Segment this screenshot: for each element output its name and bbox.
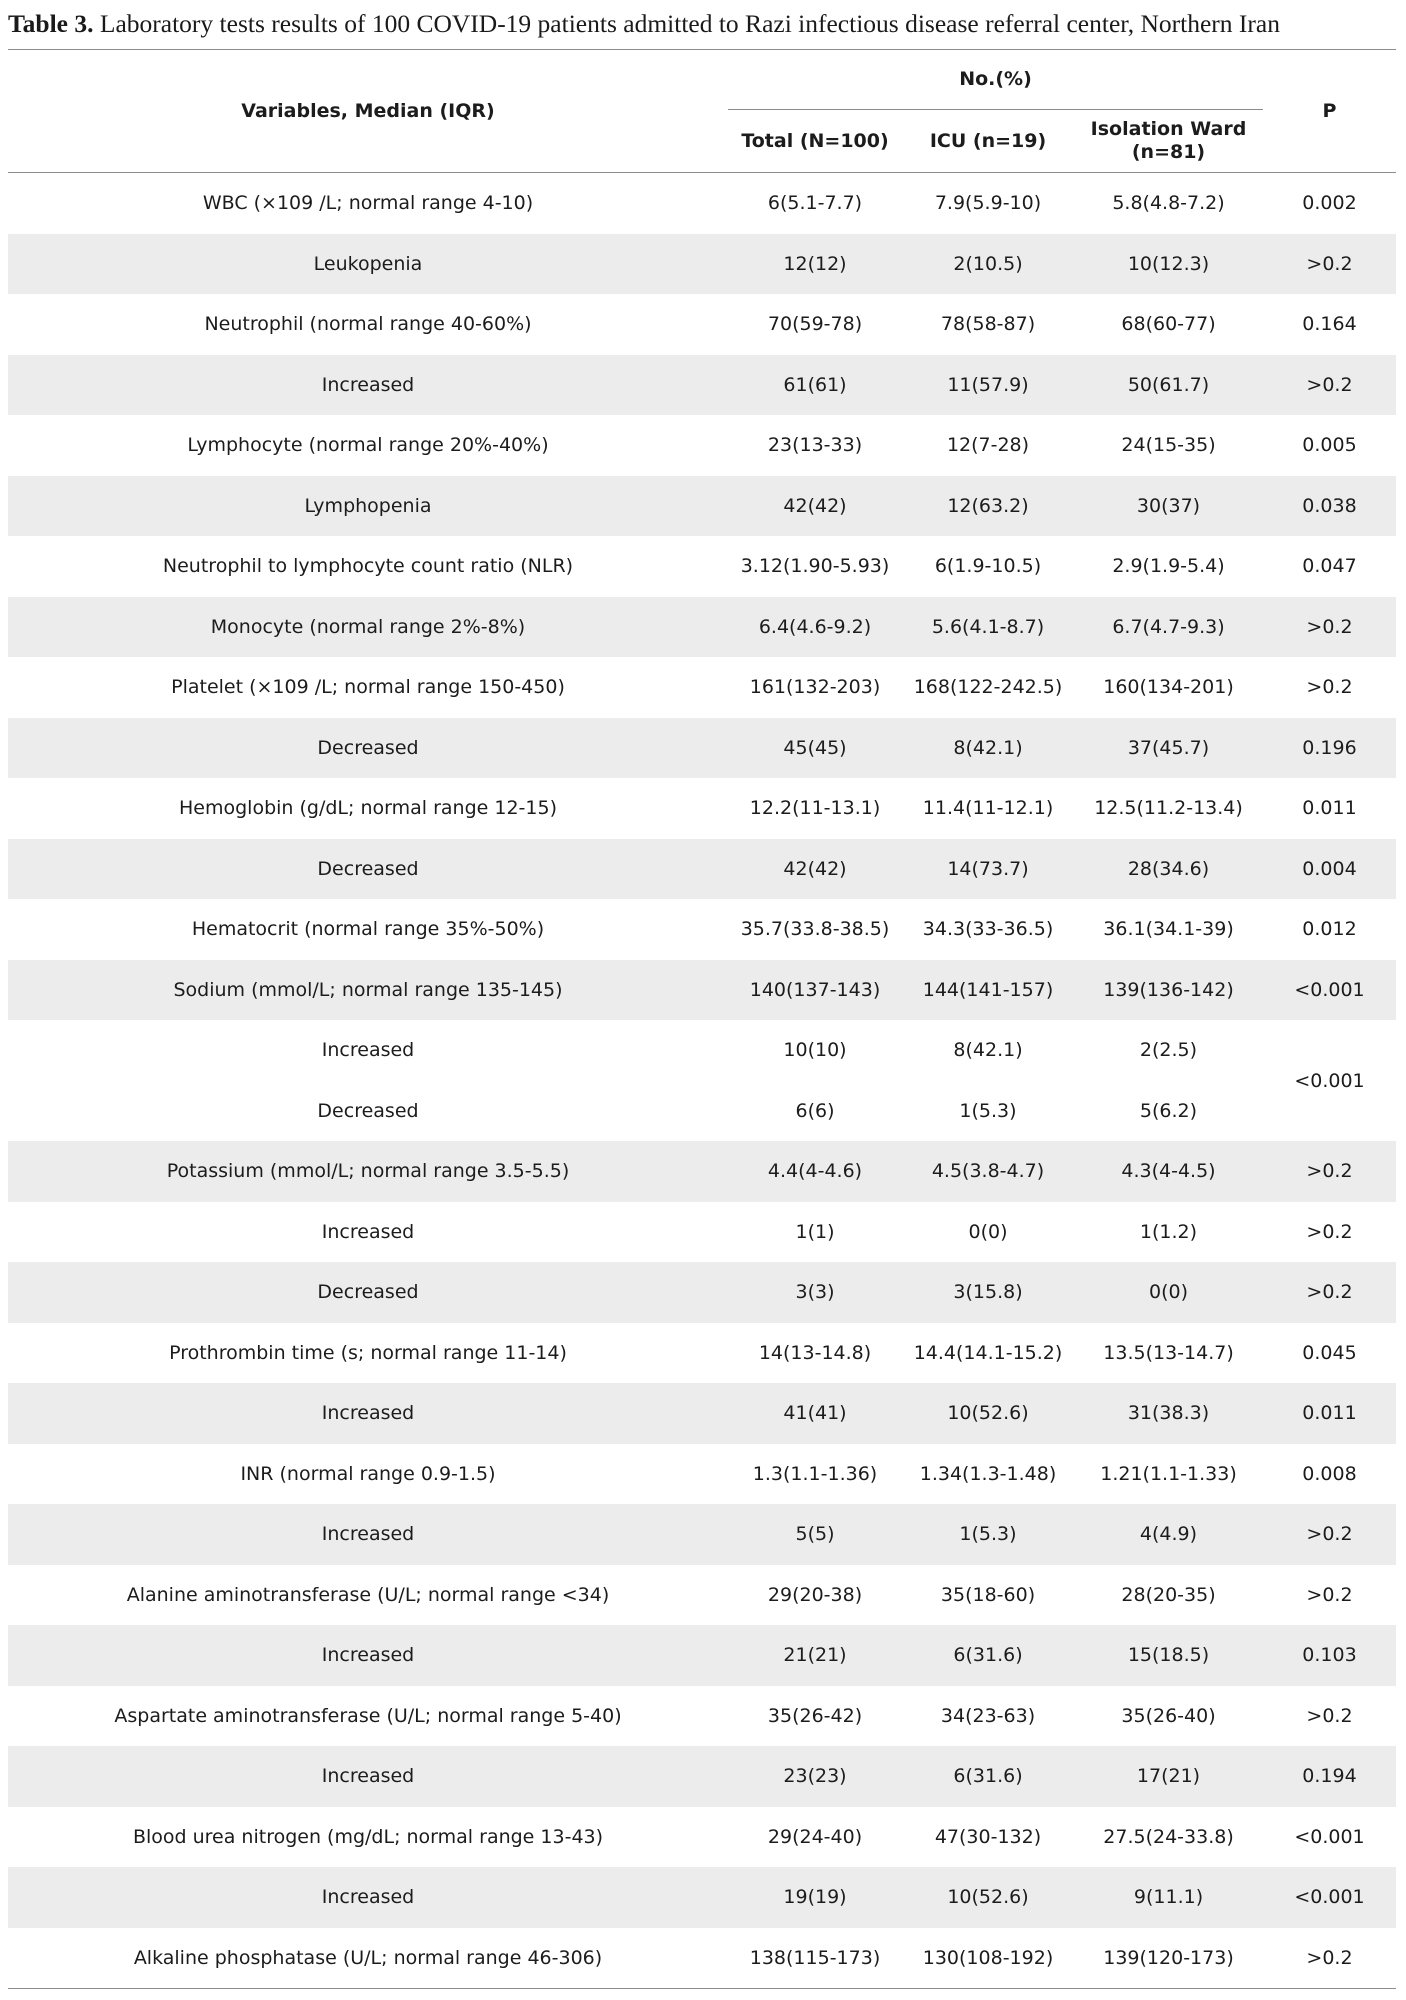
table-row [8, 1081, 1263, 1142]
cell-icu: 7.9(5.9-10) [934, 192, 1042, 215]
cell-isolation: 9(11.1) [1133, 1886, 1204, 1909]
cell-icu: 168(122-242.5) [913, 676, 1063, 699]
lab-results-table [8, 49, 1396, 1989]
cell-total: 6(6) [795, 1099, 835, 1122]
cell-total: 41(41) [783, 1402, 847, 1425]
cell-isolation: 0(0) [1148, 1281, 1188, 1304]
table-row [8, 415, 1396, 476]
header-icu: ICU (n=19) [929, 129, 1047, 152]
table-row [8, 839, 1396, 900]
cell-icu: 144(141-157) [922, 978, 1054, 1001]
cell-total: 61(61) [783, 373, 847, 396]
cell-variable: Lymphopenia [304, 494, 432, 517]
table-row [8, 536, 1396, 597]
cell-p: >0.2 [1306, 1220, 1353, 1243]
table-row [8, 1262, 1396, 1323]
header-variables: Variables, Median (IQR) [241, 99, 495, 122]
cell-variable: Prothrombin time (s; normal range 11-14) [169, 1341, 567, 1364]
cell-total: 3.12(1.90-5.93) [740, 555, 890, 578]
cell-variable: Alkaline phosphatase (U/L; normal range 46-306) [133, 1946, 603, 1969]
cell-isolation: 37(45.7) [1127, 736, 1210, 759]
table-row [8, 1202, 1396, 1263]
header-group-no-percent: No.(%) [959, 67, 1032, 90]
cell-icu: 47(30-132) [934, 1825, 1042, 1848]
cell-isolation: 139(136-142) [1103, 978, 1234, 1001]
cell-p: 0.103 [1302, 1644, 1357, 1667]
cell-isolation: 30(37) [1136, 494, 1201, 517]
cell-icu: 8(42.1) [953, 736, 1023, 759]
cell-total: 23(13-33) [767, 434, 863, 457]
cell-p: >0.2 [1306, 373, 1353, 396]
header-p-value: P [1322, 99, 1337, 122]
table-row [8, 294, 1396, 355]
cell-icu: 6(31.6) [953, 1644, 1023, 1667]
cell-isolation: 15(18.5) [1127, 1644, 1210, 1667]
cell-total: 140(137-143) [749, 978, 881, 1001]
cell-variable: Hemoglobin (g/dL; normal range 12-15) [179, 797, 557, 820]
cell-icu: 1.34(1.3-1.48) [919, 1462, 1057, 1485]
cell-isolation: 68(60-77) [1121, 313, 1216, 336]
cell-icu: 14(73.7) [947, 857, 1029, 880]
cell-p: 0.196 [1302, 736, 1357, 759]
table-row [8, 1141, 1396, 1202]
cell-total: 138(115-173) [749, 1946, 881, 1969]
cell-total: 29(20-38) [767, 1583, 863, 1606]
cell-isolation: 36.1(34.1-39) [1103, 918, 1234, 941]
cell-icu: 0(0) [968, 1220, 1008, 1243]
cell-variable: Neutrophil (normal range 40-60%) [204, 313, 532, 336]
cell-variable: Increased [321, 1886, 415, 1909]
cell-total: 35(26-42) [767, 1704, 863, 1727]
cell-variable: Leukopenia [313, 252, 423, 275]
table-row [8, 1323, 1396, 1384]
cell-p: >0.2 [1306, 1523, 1353, 1546]
cell-variable: Decreased [317, 736, 419, 759]
table-row [8, 899, 1396, 960]
cell-total: 45(45) [783, 736, 847, 759]
table-caption [8, 4, 1398, 44]
cell-variable: Increased [321, 1402, 415, 1425]
table-row [8, 960, 1396, 1021]
cell-icu: 2(10.5) [953, 252, 1023, 275]
cell-isolation: 13.5(13-14.7) [1103, 1341, 1234, 1364]
cell-p: >0.2 [1306, 1160, 1353, 1183]
table-row-group-sodium [8, 1020, 1396, 1141]
cell-variable: Increased [321, 1220, 415, 1243]
cell-p: 0.011 [1302, 797, 1357, 820]
cell-icu: 34(23-63) [940, 1704, 1036, 1727]
cell-icu: 3(15.8) [953, 1281, 1023, 1304]
cell-icu: 6(31.6) [953, 1765, 1023, 1788]
cell-icu: 12(63.2) [947, 494, 1029, 517]
cell-icu: 11.4(11-12.1) [922, 797, 1054, 820]
table-row [8, 1625, 1396, 1686]
cell-variable: Aspartate aminotransferase (U/L; normal range 5-40) [114, 1704, 622, 1727]
cell-p: >0.2 [1306, 676, 1353, 699]
cell-total: 14(13-14.8) [758, 1341, 872, 1364]
cell-total: 1(1) [795, 1220, 835, 1243]
cell-total: 70(59-78) [767, 313, 863, 336]
cell-p: 0.004 [1302, 857, 1357, 880]
cell-p: 0.194 [1302, 1765, 1357, 1788]
table-row [8, 597, 1396, 658]
cell-icu: 1(5.3) [959, 1523, 1017, 1546]
cell-isolation: 12.5(11.2-13.4) [1094, 797, 1243, 820]
cell-p: >0.2 [1306, 252, 1353, 275]
cell-variable: Increased [321, 1523, 415, 1546]
cell-variable: Platelet (×109 /L; normal range 150-450) [171, 676, 565, 699]
cell-isolation: 1(1.2) [1139, 1220, 1198, 1243]
cell-total: 12(12) [783, 252, 847, 275]
cell-icu: 10(52.6) [947, 1402, 1029, 1425]
cell-variable: Decreased [317, 1099, 419, 1122]
cell-total: 42(42) [783, 494, 847, 517]
cell-p: <0.001 [1294, 1886, 1365, 1909]
cell-variable: Increased [321, 1644, 415, 1667]
table-row [8, 1444, 1396, 1505]
cell-icu: 11(57.9) [947, 373, 1029, 396]
table-row [8, 1686, 1396, 1747]
header-total: Total (N=100) [741, 129, 889, 152]
cell-total: 5(5) [795, 1523, 835, 1546]
cell-isolation: 139(120-173) [1103, 1946, 1234, 1969]
cell-isolation: 28(20-35) [1121, 1583, 1216, 1606]
cell-variable: INR (normal range 0.9-1.5) [240, 1462, 496, 1485]
table-row [8, 1383, 1396, 1444]
cell-p: 0.047 [1302, 555, 1357, 578]
cell-total: 3(3) [795, 1281, 835, 1304]
table-row [8, 1807, 1396, 1868]
cell-total: 6(5.1-7.7) [767, 192, 863, 215]
cell-isolation: 4(4.9) [1139, 1523, 1198, 1546]
cell-variable: Lymphocyte (normal range 20%-40%) [187, 434, 549, 457]
cell-p: >0.2 [1306, 1946, 1353, 1969]
cell-p: 0.011 [1302, 1402, 1357, 1425]
cell-icu: 34.3(33-36.5) [922, 918, 1054, 941]
cell-p: 0.005 [1302, 434, 1357, 457]
table-row [8, 1928, 1396, 1989]
cell-isolation: 28(34.6) [1127, 857, 1210, 880]
cell-variable: Decreased [317, 857, 419, 880]
cell-isolation: 35(26-40) [1121, 1704, 1216, 1727]
cell-icu: 1(5.3) [959, 1099, 1017, 1122]
cell-total: 6.4(4.6-9.2) [758, 615, 872, 638]
table-row [8, 355, 1396, 416]
cell-p: >0.2 [1306, 1704, 1353, 1727]
table-row [8, 1020, 1263, 1081]
table-row [8, 1565, 1396, 1626]
cell-isolation: 50(61.7) [1127, 373, 1210, 396]
cell-isolation: 5(6.2) [1139, 1099, 1198, 1122]
table-row [8, 1746, 1396, 1807]
cell-variable: Neutrophil to lymphocyte count ratio (NLR) [162, 555, 574, 578]
cell-total: 10(10) [783, 1039, 847, 1062]
cell-total: 1.3(1.1-1.36) [752, 1462, 878, 1485]
cell-icu: 12(7-28) [946, 434, 1030, 457]
header-isolation-ward: Isolation Ward (n=81) [1090, 118, 1247, 163]
cell-icu: 10(52.6) [947, 1886, 1029, 1909]
cell-total: 19(19) [783, 1886, 847, 1909]
cell-p: 0.008 [1302, 1462, 1357, 1485]
cell-variable: Potassium (mmol/L; normal range 3.5-5.5) [166, 1160, 570, 1183]
table-body [8, 173, 1396, 1988]
caption-text: Laboratory tests results of 100 COVID-19 patients admitted to Razi infectious disease referral center, Northern Iran [93, 9, 1280, 38]
cell-variable: Hematocrit (normal range 35%-50%) [191, 918, 545, 941]
table-row [8, 173, 1396, 234]
cell-variable: Sodium (mmol/L; normal range 135-145) [173, 978, 563, 1001]
cell-p: >0.2 [1306, 1583, 1353, 1606]
cell-isolation: 4.3(4-4.5) [1121, 1160, 1216, 1183]
cell-p: 0.164 [1302, 313, 1357, 336]
cell-total: 161(132-203) [749, 676, 881, 699]
cell-p: <0.001 [1294, 1825, 1365, 1848]
row-group-body [8, 1020, 1263, 1141]
table-row [8, 657, 1396, 718]
cell-variable: Alanine aminotransferase (U/L; normal range <34) [126, 1583, 610, 1606]
cell-total: 21(21) [783, 1644, 847, 1667]
table-row [8, 718, 1396, 779]
table-row [8, 476, 1396, 537]
cell-p: <0.001 [1294, 978, 1365, 1001]
cell-variable: Blood urea nitrogen (mg/dL; normal range 13-43) [132, 1825, 604, 1848]
cell-p: >0.2 [1306, 615, 1353, 638]
cell-isolation: 17(21) [1136, 1765, 1201, 1788]
cell-isolation: 1.21(1.1-1.33) [1100, 1462, 1237, 1485]
cell-total: 42(42) [783, 857, 847, 880]
cell-variable: Increased [321, 373, 415, 396]
cell-isolation: 24(15-35) [1121, 434, 1216, 457]
cell-variable: Decreased [317, 1281, 419, 1304]
cell-icu: 5.6(4.1-8.7) [931, 615, 1045, 638]
cell-p: 0.012 [1302, 918, 1357, 941]
cell-isolation: 2.9(1.9-5.4) [1112, 555, 1225, 578]
cell-isolation: 5.8(4.8-7.2) [1112, 192, 1225, 215]
table-row [8, 234, 1396, 295]
cell-icu: 14.4(14.1-15.2) [913, 1341, 1063, 1364]
cell-p-merged: <0.001 [1294, 1069, 1365, 1092]
cell-total: 4.4(4-4.6) [767, 1160, 863, 1183]
table-row [8, 778, 1396, 839]
table-header [8, 50, 1396, 173]
table-label: Table 3. [8, 9, 94, 38]
cell-variable: Monocyte (normal range 2%-8%) [210, 615, 526, 638]
cell-p: 0.002 [1302, 192, 1357, 215]
cell-isolation: 27.5(24-33.8) [1103, 1825, 1234, 1848]
cell-total: 23(23) [783, 1765, 847, 1788]
cell-variable: Increased [321, 1765, 415, 1788]
cell-isolation: 160(134-201) [1103, 676, 1234, 699]
cell-total: 35.7(33.8-38.5) [740, 918, 890, 941]
cell-isolation: 2(2.5) [1139, 1039, 1198, 1062]
cell-p: 0.045 [1302, 1341, 1357, 1364]
cell-isolation: 31(38.3) [1127, 1402, 1210, 1425]
cell-total: 29(24-40) [767, 1825, 863, 1848]
cell-total: 12.2(11-13.1) [749, 797, 881, 820]
cell-variable: Increased [321, 1039, 415, 1062]
cell-icu: 8(42.1) [953, 1039, 1023, 1062]
cell-icu: 6(1.9-10.5) [934, 555, 1042, 578]
cell-icu: 4.5(3.8-4.7) [931, 1160, 1045, 1183]
table-row [8, 1867, 1396, 1928]
cell-icu: 78(58-87) [940, 313, 1036, 336]
cell-p: >0.2 [1306, 1281, 1353, 1304]
cell-icu: 130(108-192) [922, 1946, 1054, 1969]
table-row [8, 1504, 1396, 1565]
cell-isolation: 6.7(4.7-9.3) [1112, 615, 1225, 638]
cell-icu: 35(18-60) [940, 1583, 1036, 1606]
cell-variable: WBC (×109 /L; normal range 4-10) [202, 192, 534, 215]
cell-isolation: 10(12.3) [1127, 252, 1210, 275]
cell-p: 0.038 [1302, 494, 1357, 517]
